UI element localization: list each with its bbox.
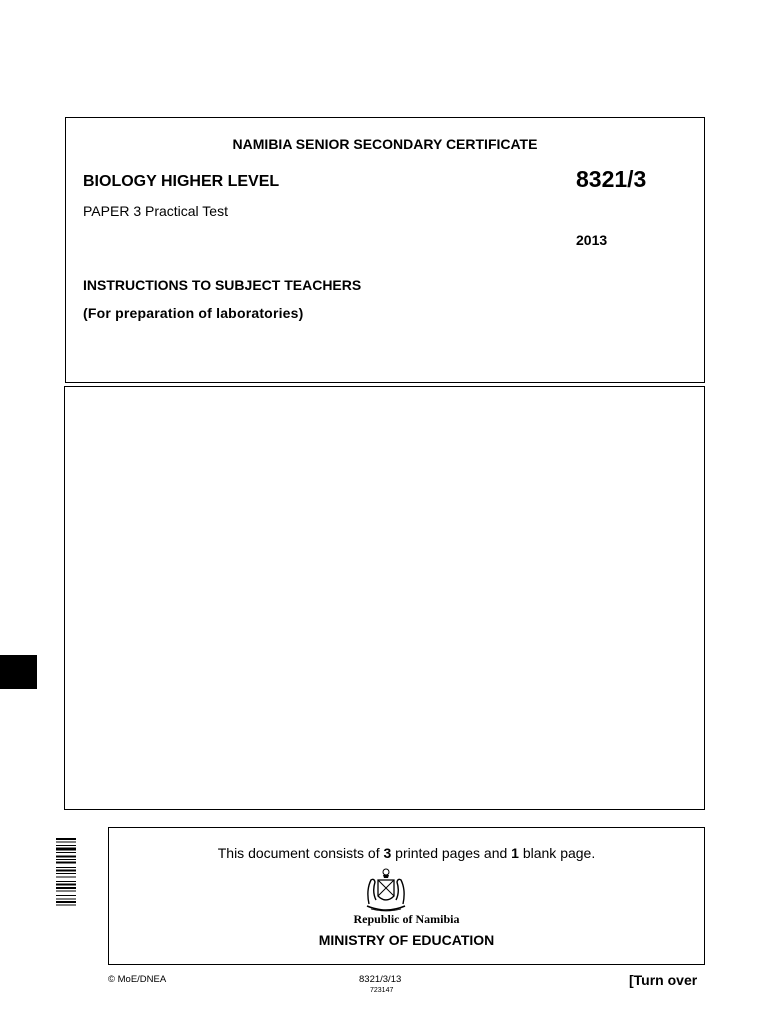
page-count-statement: This document consists of 3 printed pages and 1 blank page. [217,845,596,861]
ministry-label: MINISTRY OF EDUCATION [318,932,495,948]
serial-number: 723147 [370,987,394,994]
instructions-heading: INSTRUCTIONS TO SUBJECT TEACHERS [83,277,362,293]
republic-label: Republic of Namibia [353,912,460,926]
side-marker-block [0,655,37,689]
turn-over-label: [Turn over [629,972,698,988]
coat-of-arms-icon [361,866,411,914]
paper-name: PAPER 3 Practical Test [83,203,228,219]
footer-doc-code: 8321/3/13 [359,974,402,985]
barcode-icon [56,838,76,966]
preparation-note: (For preparation of laboratories) [83,305,304,321]
copyright-text: © MoE/DNEA [108,974,167,985]
exam-year: 2013 [576,232,608,248]
paper-code: 8321/3 [576,166,647,192]
blank-area-box [64,386,705,810]
footer-box [108,827,705,965]
subject-title: BIOLOGY HIGHER LEVEL [83,173,280,190]
header-box [65,117,705,383]
certificate-title: NAMIBIA SENIOR SECONDARY CERTIFICATE [232,136,538,152]
